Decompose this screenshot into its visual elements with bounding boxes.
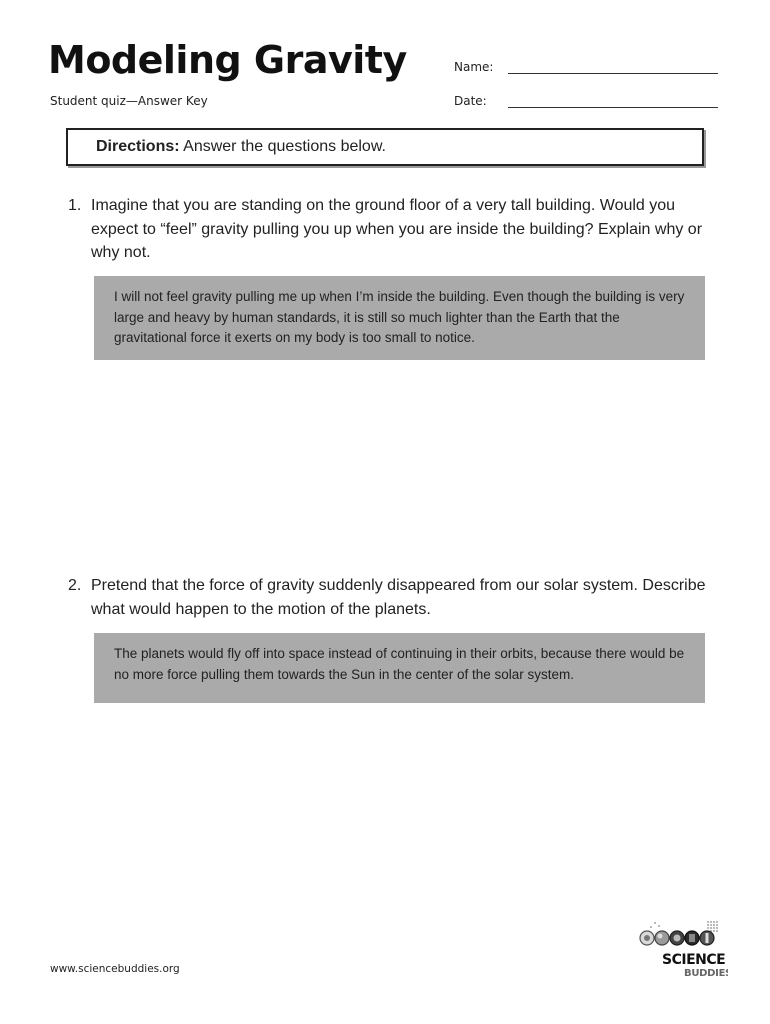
footer-url: www.sciencebuddies.org: [50, 963, 180, 975]
name-field: [454, 60, 493, 74]
logo-icon: [636, 918, 728, 980]
date-line: [508, 107, 718, 108]
name-label: Name:: [454, 60, 494, 74]
page-subtitle: Student quiz—Answer Key: [50, 94, 208, 108]
directions-text: [96, 138, 386, 156]
date-label: Date:: [454, 94, 487, 108]
logo-text-buddies: BUDDIES: [684, 968, 728, 979]
question-text: Pretend that the force of gravity suddenly disappeared from our solar system. Describe what would happen to the motion of the planets.: [91, 577, 706, 618]
logo-text-science: SCIENCE: [662, 952, 726, 968]
question-number: 1.: [68, 197, 82, 214]
question-text: Imagine that you are standing on the ground floor of a very tall building. Would you expect to “feel” gravity pulling you up when you are inside the building? Explain why or why not.: [91, 197, 703, 261]
date-field: [454, 94, 487, 108]
directions-box: [66, 128, 704, 166]
name-line: [508, 73, 718, 74]
directions-label: Directions:: [96, 138, 180, 155]
directions-body: Answer the questions below.: [179, 138, 386, 155]
question-number: 2.: [68, 577, 82, 594]
page-title: Modeling Gravity: [48, 38, 407, 82]
answer-box-1: I will not feel gravity pulling me up when I’m inside the building. Even though the building is very large and heavy by human standards, it is still so much lighter than the Earth that the gravitational force it exerts on my body is too small to notice.: [94, 276, 705, 360]
science-buddies-logo: [636, 918, 728, 980]
answer-box-2: The planets would fly off into space instead of continuing in their orbits, because there would be no more force pulling them towards the Sun in the center of the solar system.: [94, 633, 705, 703]
